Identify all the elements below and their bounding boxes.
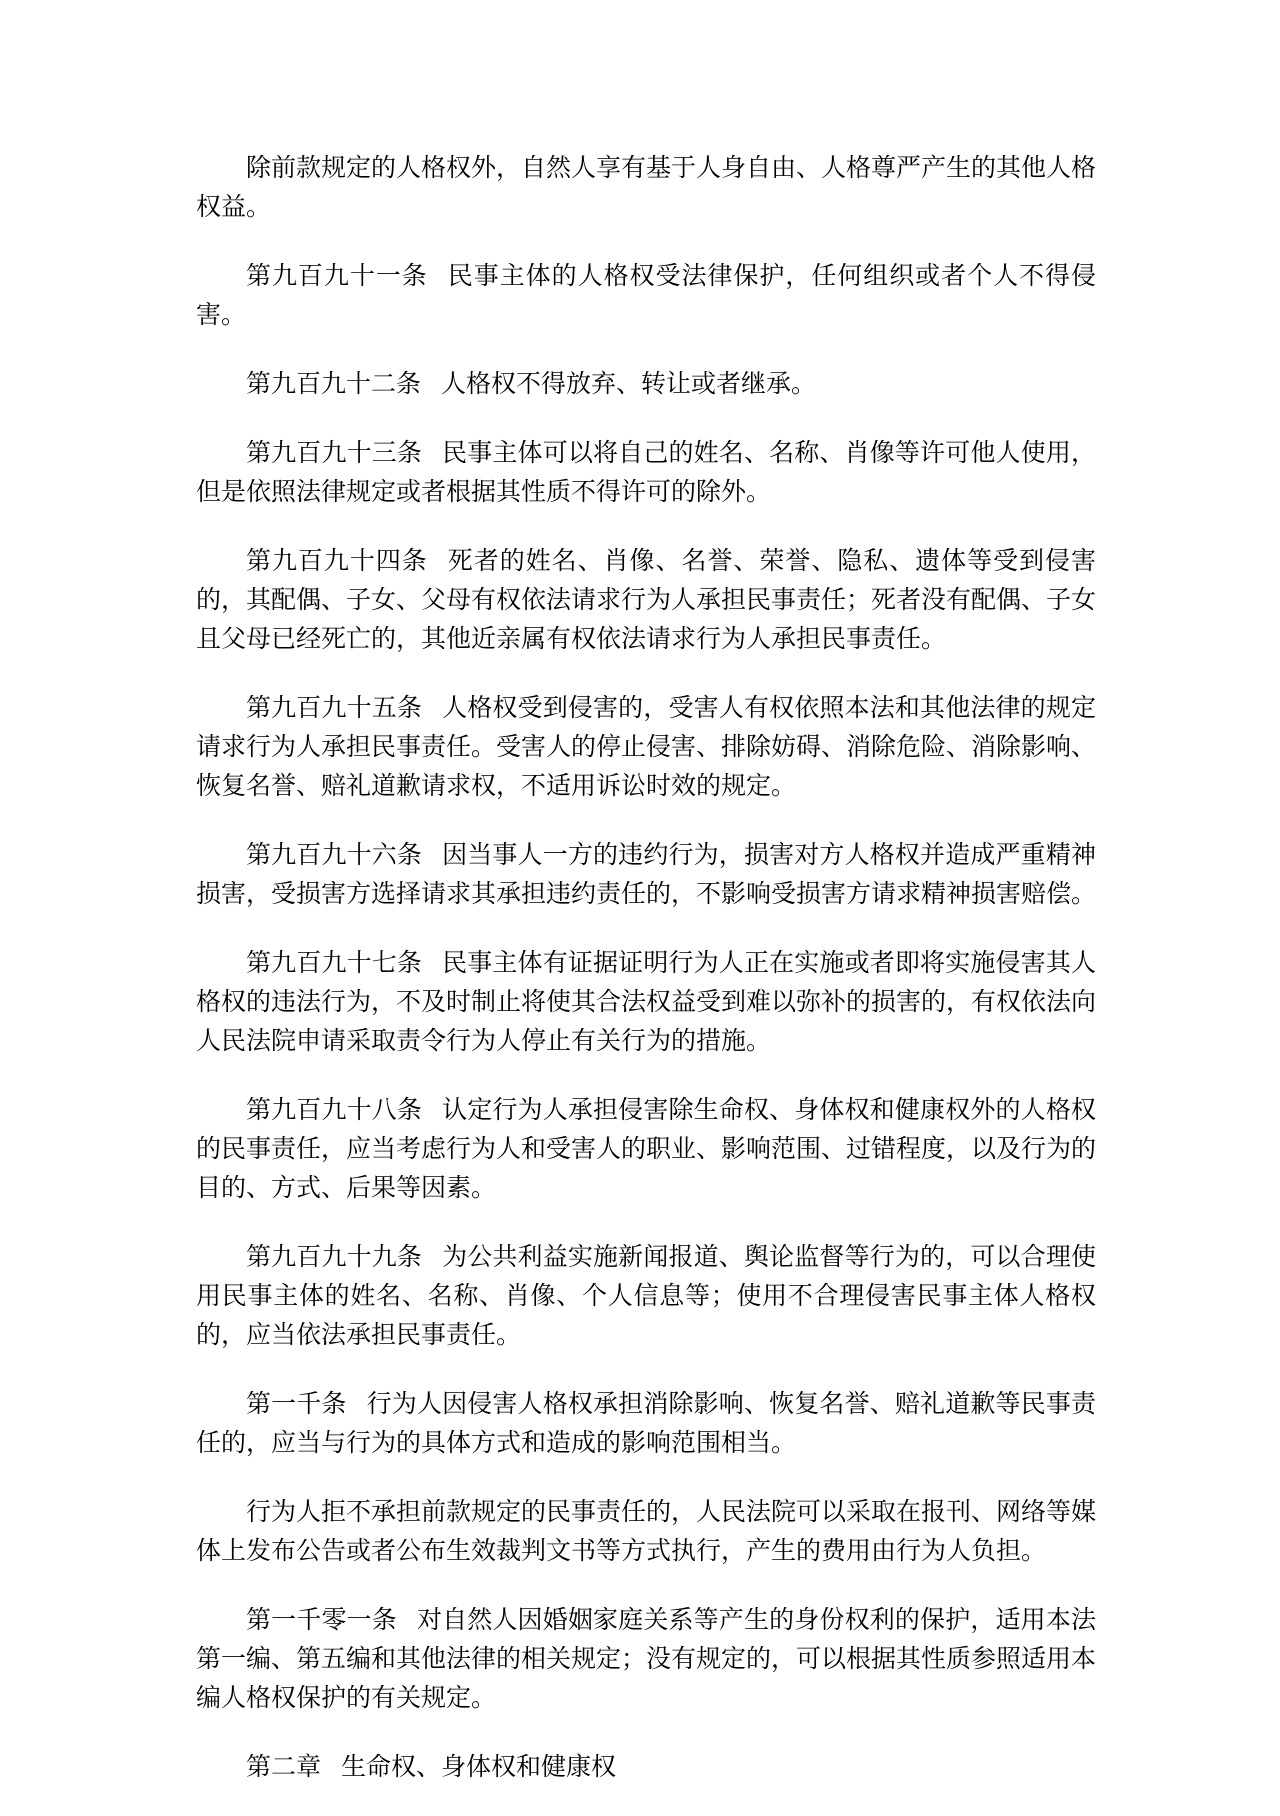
- article-number: 第九百九十一条: [246, 261, 428, 290]
- article-number: 第九百九十二条: [246, 369, 422, 398]
- paragraph: [196, 433, 1096, 511]
- chapter-number: 第二章: [246, 1752, 322, 1781]
- article-number: 第九百九十八条: [246, 1095, 423, 1124]
- paragraph-text: 除前款规定的人格权外，自然人享有基于人身自由、人格尊严产生的其他人格权益。: [196, 153, 1097, 221]
- article-number: 第九百九十七条: [246, 948, 423, 977]
- paragraph-text: 人格权受到侵害的，受害人有权依照本法和其他法律的规定请求行为人承担民事责任。受害人的停止侵害、排除妨碍、消除危险、消除影响、恢复名誉、赔礼道歉请求权，不适用诉讼时效的规定。: [196, 693, 1097, 800]
- paragraph: [196, 1600, 1096, 1717]
- document-body: [196, 148, 1096, 1816]
- chapter-title: 生命权、身体权和健康权: [341, 1752, 617, 1781]
- article-number: 第九百九十五条: [246, 693, 423, 722]
- paragraph-text: 民事主体有证据证明行为人正在实施或者即将实施侵害其人格权的违法行为，不及时制止将使其合法权益受到难以弥补的损害的，有权依法向人民法院申请采取责令行为人停止有关行为的措施。: [196, 948, 1097, 1055]
- paragraph: [196, 1384, 1096, 1462]
- paragraph: [196, 688, 1096, 805]
- paragraph: [196, 1492, 1096, 1570]
- paragraph-text: 民事主体的人格权受法律保护，任何组织或者个人不得侵害。: [196, 261, 1096, 329]
- paragraph-text: 行为人因侵害人格权承担消除影响、恢复名誉、赔礼道歉等民事责任的，应当与行为的具体方式和造成的影响范围相当。: [196, 1389, 1096, 1457]
- paragraph: [196, 541, 1096, 658]
- paragraph: [196, 1237, 1096, 1354]
- paragraph-text: 对自然人因婚姻家庭关系等产生的身份权利的保护，适用本法第一编、第五编和其他法律的相关规定；没有规定的，可以根据其性质参照适用本编人格权保护的有关规定。: [196, 1605, 1097, 1712]
- article-number: 第九百九十九条: [246, 1242, 423, 1271]
- paragraph-text: 为公共利益实施新闻报道、舆论监督等行为的，可以合理使用民事主体的姓名、名称、肖像、个人信息等；使用不合理侵害民事主体人格权的，应当依法承担民事责任。: [196, 1242, 1096, 1349]
- article-number: 第九百九十三条: [246, 438, 423, 467]
- article-number: 第九百九十六条: [246, 840, 423, 869]
- paragraph: [196, 148, 1096, 226]
- paragraph: [196, 943, 1096, 1060]
- paragraph-text: 人格权不得放弃、转让或者继承。: [441, 369, 817, 398]
- paragraph: [196, 1090, 1096, 1207]
- chapter-heading: [196, 1747, 1096, 1786]
- paragraph-text: 因当事人一方的违约行为，损害对方人格权并造成严重精神损害，受损害方选择请求其承担违约责任的，不影响受损害方请求精神损害赔偿。: [196, 840, 1097, 908]
- paragraph: [196, 364, 1096, 403]
- paragraph-text: 民事主体可以将自己的姓名、名称、肖像等许可他人使用，但是依照法律规定或者根据其性质不得许可的除外。: [196, 438, 1096, 506]
- paragraph-text: 行为人拒不承担前款规定的民事责任的，人民法院可以采取在报刊、网络等媒体上发布公告或者公布生效裁判文书等方式执行，产生的费用由行为人负担。: [196, 1497, 1097, 1565]
- paragraph-text: 死者的姓名、肖像、名誉、荣誉、隐私、遗体等受到侵害的，其配偶、子女、父母有权依法请求行为人承担民事责任；死者没有配偶、子女且父母已经死亡的，其他近亲属有权依法请求行为人承担民事责任。: [196, 546, 1097, 653]
- paragraph-text: 认定行为人承担侵害除生命权、身体权和健康权外的人格权的民事责任，应当考虑行为人和受害人的职业、影响范围、过错程度，以及行为的目的、方式、后果等因素。: [196, 1095, 1097, 1202]
- paragraph: [196, 256, 1096, 334]
- paragraph: [196, 835, 1096, 913]
- article-number: 第一千零一条: [246, 1605, 397, 1634]
- article-number: 第九百九十四条: [246, 546, 428, 575]
- article-number: 第一千条: [246, 1389, 347, 1418]
